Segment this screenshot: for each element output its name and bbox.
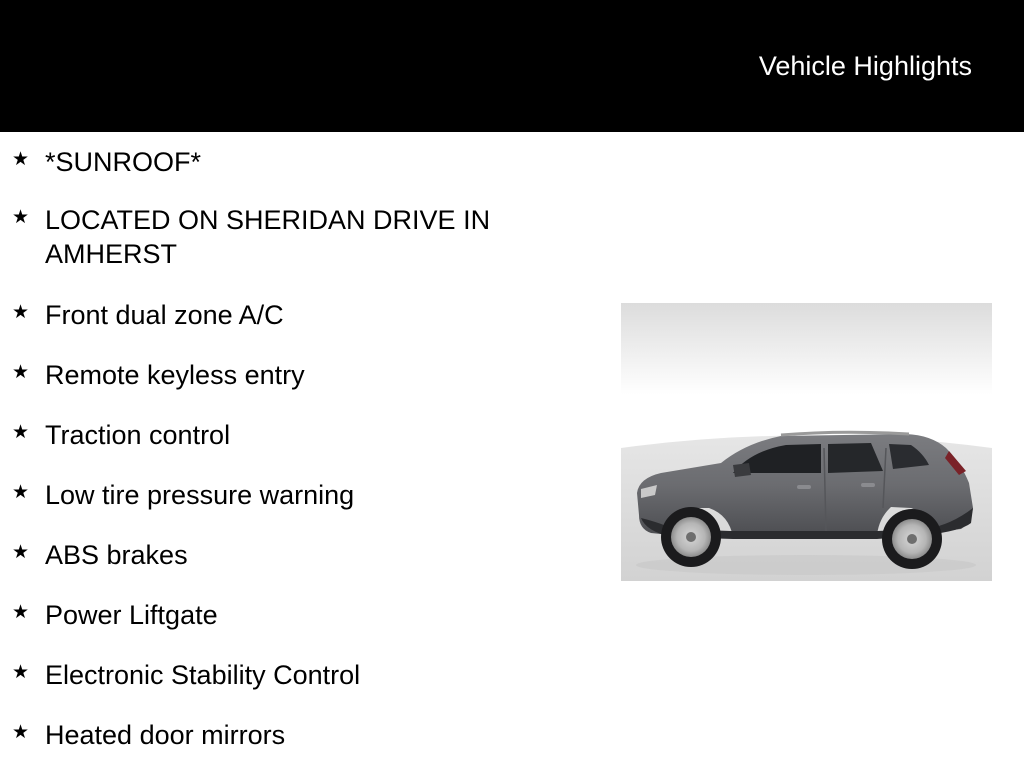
star-icon: ★: [12, 421, 30, 443]
vehicle-photo: [621, 303, 992, 581]
star-icon: ★: [12, 661, 30, 683]
highlight-text: Power Liftgate: [45, 600, 218, 630]
star-icon: ★: [12, 541, 30, 563]
highlight-text: ABS brakes: [45, 540, 188, 570]
star-icon: ★: [12, 721, 30, 743]
car-icon: [621, 303, 992, 581]
highlight-text: Electronic Stability Control: [45, 660, 361, 690]
star-icon: ★: [12, 481, 30, 503]
highlight-text: Traction control: [45, 420, 231, 450]
highlight-text: LOCATED ON SHERIDAN DRIVE IN AMHERST: [45, 205, 491, 269]
header-bar: [0, 0, 1024, 132]
star-icon: ★: [12, 301, 30, 323]
highlight-text: *SUNROOF*: [45, 147, 202, 177]
star-icon: ★: [12, 601, 30, 623]
highlight-text: Front dual zone A/C: [45, 300, 284, 330]
highlight-text: Low tire pressure warning: [45, 480, 355, 510]
highlight-text: Heated door mirrors: [45, 720, 286, 750]
star-icon: ★: [12, 361, 30, 383]
highlight-text: Remote keyless entry: [45, 360, 305, 390]
star-icon: ★: [12, 148, 30, 170]
star-icon: ★: [12, 206, 30, 228]
page-title: Vehicle Highlights: [758, 51, 972, 81]
